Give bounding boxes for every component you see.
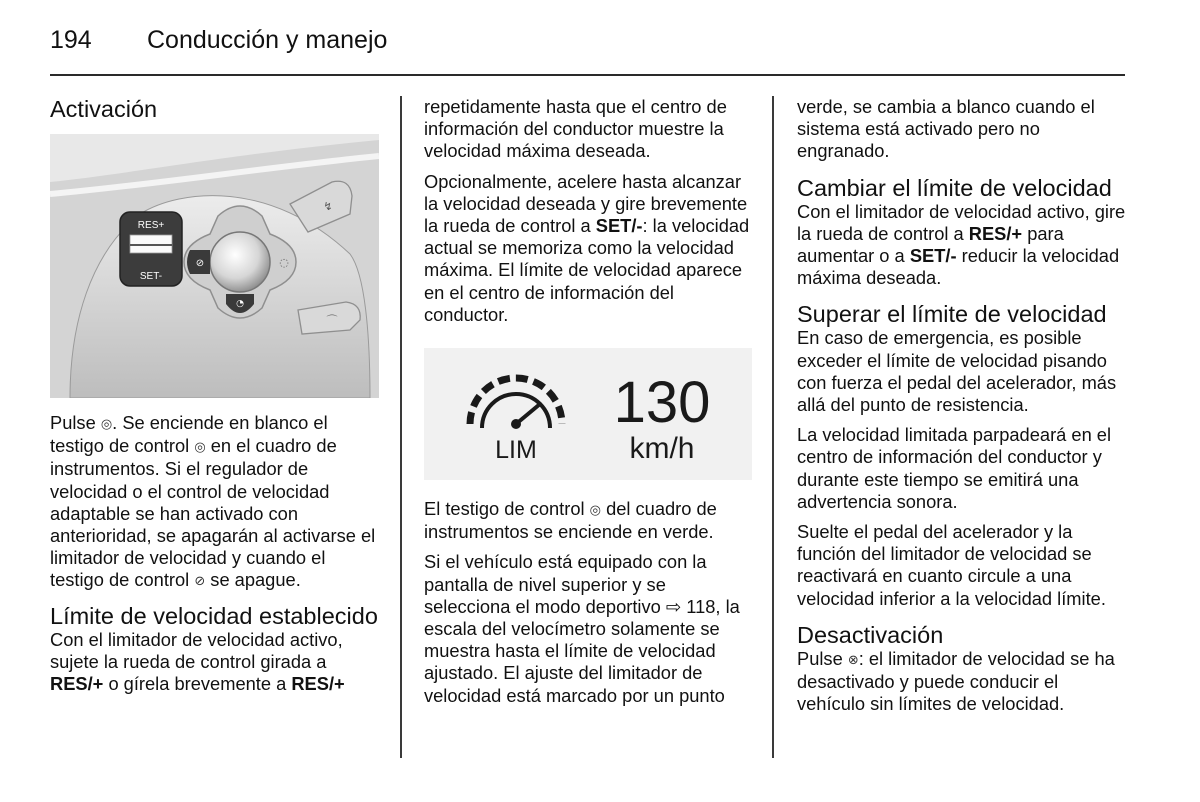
paragraph-continued: verde, se cambia a blanco cuando el sistema está activado pero no engranado. [797,96,1095,162]
column-3 [797,96,1127,723]
paragraph-exceed: En caso de emergencia, es posible exceder el límite de velocidad pisando con fuerza el pedal del acelerador, más allá del punto de resistencia. [797,327,1117,416]
section-heading-exceed-limit: Superar el límite de velocidad [797,301,1107,328]
speed-limiter-off-icon: ⊘ [194,573,206,589]
limit-speed-unit: km/h [629,432,695,466]
paragraph-deactivation: Pulse ⊗: el limitador de velocidad se ha desactivado y puede conducir el vehículo sin límites de velocidad. [797,647,1115,715]
section-heading-deactivation: Desactivación [797,621,944,648]
paragraph-sport-mode: Si el vehículo está equipado con la pantalla de nivel superior y se selecciona el modo deportivo ⇨ 118, la escala del velocímetro solamente se muestra hasta el límite de velocidad ajustado. El ajuste del limitador de velocidad está marcado por un punto [424,551,740,706]
paragraph-reactivate: Suelte el pedal del acelerador y la función del limitador de velocidad se reactivará en cuanto circule a una velocidad inferior a la velocidad límite. [797,521,1106,609]
section-heading-limit-set: Límite de velocidad establecido [50,602,378,629]
steering-wheel-controls-illustration [50,134,379,398]
paragraph-continued: repetidamente hasta que el centro de información del conductor muestre la velocidad máxima deseada. [424,96,727,162]
svg-text:↯: ↯ [323,200,333,213]
header-divider [50,74,1125,76]
page-number: 194 [50,26,92,54]
limiter-indicator-label: LIM [495,436,537,465]
rocker-label-top: RES+ [137,220,165,231]
svg-text:⌒: ⌒ [326,314,338,327]
column-1 [50,96,382,703]
page-ref-arrow: ⇨ [665,595,682,617]
rocker-label-bottom: SET- [139,271,163,282]
paragraph-flash-warning: La velocidad limitada parpadeará en el centro de información del conductor y durante este tiempo se emitirá una advertencia sonora. [797,424,1112,512]
speed-limiter-icon: ◎ [194,439,206,455]
section-heading-change-limit: Cambiar el límite de velocidad [797,174,1112,201]
column-divider [772,96,774,758]
paragraph-control-light: El testigo de control ◎ del cuadro de instrumentos se enciende en verde. [424,498,717,543]
section-heading-activation: Activación [50,96,158,122]
svg-text:◔: ◔ [236,299,244,309]
svg-text:⊘: ⊘ [195,258,205,269]
column-divider [400,96,402,758]
paragraph-activation: Pulse ◎. Se enciende en blanco el testigo de control ◎ en el cuadro de instrumentos. Si el regulador de velocidad o el control de velocidad adaptable se han activado con anterioridad, se apagarán al activarse el limitador de velocidad y cuando el testigo de control ⊘ se apague. [50,412,382,593]
speed-limiter-icon: ◎ [100,416,113,431]
page-header-title: Conducción y manejo [147,26,388,54]
paragraph-limit-set: Con el limitador de velocidad activo, sujete la rueda de control girada a RES/+ o gírela brevemente a RES/+ [50,628,345,695]
column-2 [424,96,754,715]
speed-limit-display-illustration [424,348,752,480]
paragraph-change-limit: Con el limitador de velocidad activo, gire la rueda de control a RES/+ para aumentar o a SET/- reducir la velocidad máxima deseada. [797,200,1126,289]
limit-speed-value: 130 [613,370,711,436]
svg-text:◌: ◌ [279,256,289,269]
cancel-icon: ⊗ [847,651,859,667]
speed-limiter-icon: ◎ [589,502,601,518]
paragraph-optional-accelerate: Opcionalmente, acelere hasta alcanzar la velocidad deseada y gire brevemente la rueda de control a SET/-: la velocidad actual se memoriza como la velocidad máxima. El límite de velocidad aparece en el centro de información del conductor. [424,170,750,325]
